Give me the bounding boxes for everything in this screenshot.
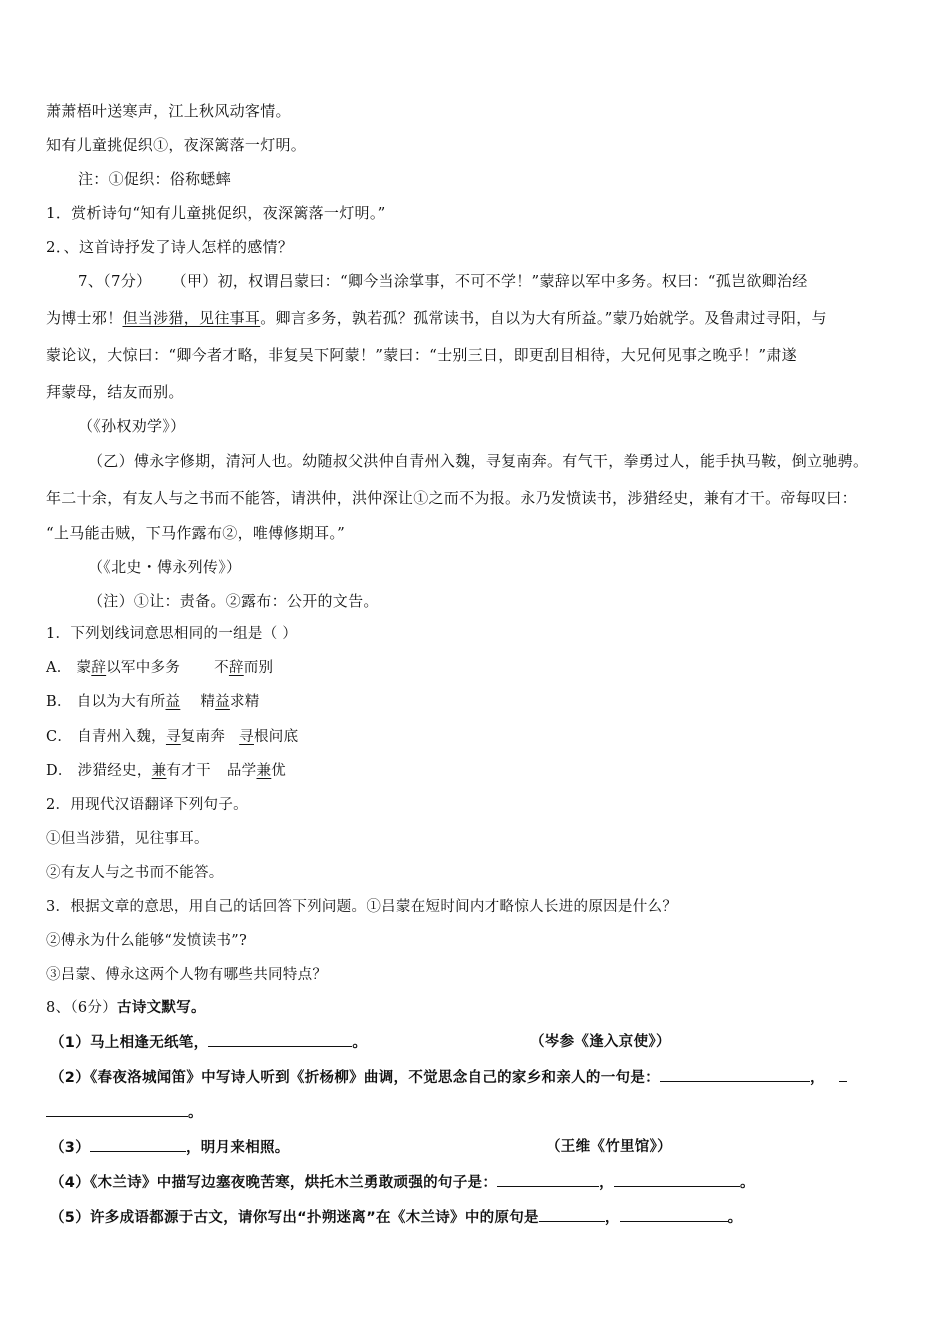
q8-item-5 [50, 1207, 920, 1228]
option-b-text: 求精 [229, 694, 260, 710]
q8-item-3-number: （3） [50, 1140, 90, 1156]
option-a-text: 以军中多务 [106, 660, 181, 676]
option-a-text: 不 [214, 660, 229, 676]
option-c-underlined-1: 寻 [165, 729, 181, 745]
option-a-text: 蒙 [76, 660, 92, 676]
option-b-label: B． [46, 694, 72, 710]
q8-item-3-source: （王维《竹里馆》） [546, 1139, 672, 1155]
q8-item-1-source: （岑参《逢入京使》） [530, 1034, 671, 1050]
q8-item-2-sep: ， [809, 1070, 825, 1086]
q7-question-3-item-2: ②傅永为什么能够“发愤读书”? [46, 933, 248, 949]
answer-blank[interactable] [90, 1137, 186, 1152]
q8-item-1-end: 。 [352, 1035, 368, 1051]
q7-yi-paragraph-line-2: 年二十余，有友人与之书而不能答，请洪仲，洪仲深让①之而不为报。永乃发愤读书，涉猎经史，兼有才干。帝每叹曰： [46, 489, 857, 507]
q8-title: 古诗文默写。 [117, 1000, 206, 1016]
q7-yi-source: （《北史・傅永列传》） [88, 558, 242, 576]
q7-jia-source: （《孙权劝学》） [78, 417, 186, 435]
option-d-underlined-1: 兼 [151, 763, 167, 779]
q7-question-2-item-2: ②有友人与之书而不能答。 [46, 865, 224, 881]
poem-question-1: 1．赏析诗句“知有儿童挑促织，夜深篱落一灯明。” [46, 204, 386, 222]
q7-question-3-item-3: ③吕蒙、傅永这两个人物有哪些共同特点？ [46, 967, 328, 983]
q7-jia-paragraph-line-2 [46, 308, 916, 328]
answer-blank[interactable] [497, 1172, 599, 1187]
q8-header: 8、（6分） [46, 1000, 118, 1016]
option-c-label: C． [46, 729, 73, 745]
q7-jia-paragraph-line-3: 蒙论议，大惊曰：“卿今者才略，非复吴下阿蒙！”蒙曰：“士别三日，即更刮目相待，大兄何见事之晚乎！”肃遂 [46, 346, 797, 364]
q8-item-4 [50, 1172, 920, 1193]
option-a-underlined-1: 辞 [91, 660, 107, 676]
q8-item-4-text: （4）《木兰诗》中描写边塞夜晚苦寒，烘托木兰勇敢顽强的句子是： [50, 1175, 498, 1191]
answer-blank[interactable] [660, 1067, 810, 1082]
answer-blank[interactable] [46, 1102, 188, 1117]
q7-jia-text-2b: 。卿言多务，孰若孤？孤常读书，自以为大有所益。”蒙乃始就学。及鲁肃过寻阳，与 [260, 309, 827, 327]
q7-question-1: 1．下列划线词意思相同的一组是（ ） [46, 626, 298, 642]
option-d-label: D． [46, 763, 73, 779]
option-d-text: 优 [271, 763, 287, 779]
option-a-underlined-2: 辞 [228, 660, 244, 676]
option-c-underlined-2: 寻 [239, 729, 254, 745]
answer-blank[interactable] [614, 1172, 740, 1187]
poem-line-1: 萧萧梧叶送寒声，江上秋风动客情。 [46, 102, 291, 120]
q8-item-2-text: （2）《春夜洛城闻笛》中写诗人听到《折杨柳》曲调，不觉思念自己的家乡和亲人的一句是： [50, 1070, 660, 1086]
option-b-text: 自以为大有所 [76, 694, 166, 710]
q8-item-2-continued [46, 1102, 916, 1123]
option-d-text: 品学 [226, 763, 257, 779]
q8-item-3 [50, 1137, 920, 1158]
option-d-text: 涉猎经史， [77, 763, 152, 779]
q8-item-5-text: （5）许多成语都源于古文，请你写出“扑朔迷离”在《木兰诗》中的原句是 [50, 1210, 539, 1226]
q7-jia-text-2a: 为博士邪！ [46, 309, 123, 327]
q7-yi-paragraph-line-1: （乙）傅永字修期，清河人也。幼随叔父洪仲自青州入魏，寻复南奔。有气干，拳勇过人，能手执马鞍，倒立驰骋。 [88, 452, 869, 470]
q7-option-a [46, 658, 916, 678]
q7-question-2: 2．用现代汉语翻译下列句子。 [46, 797, 248, 813]
answer-blank[interactable] [620, 1207, 728, 1222]
q8-item-4-end: 。 [739, 1175, 755, 1191]
q7-yi-note: （注）①让：责备。②露布：公开的文告。 [88, 592, 379, 610]
q8-item-2 [50, 1067, 920, 1088]
q7-option-b [46, 692, 916, 712]
q7-yi-paragraph-line-3: “上马能击贼，下马作露布②，唯傅修期耳。” [46, 524, 346, 542]
q8-header-line [46, 998, 916, 1018]
q8-item-5-sep: ， [604, 1210, 620, 1226]
option-d-underlined-2: 兼 [256, 763, 272, 779]
q7-question-3: 3．根据文章的意思，用自己的话回答下列问题。①吕蒙在短时间内才略惊人长进的原因是什么？ [46, 899, 678, 915]
q7-option-d [46, 761, 916, 781]
q7-jia-paragraph-line-1 [78, 271, 948, 291]
answer-blank[interactable] [839, 1067, 847, 1082]
answer-blank[interactable] [208, 1032, 352, 1047]
option-b-underlined-2: 益 [215, 694, 230, 710]
option-a-label: A． [46, 660, 72, 676]
q7-question-2-item-1: ①但当涉猎，见往事耳。 [46, 831, 209, 847]
q8-item-4-sep: ， [599, 1175, 614, 1191]
q8-item-1-text: （1）马上相逢无纸笔， [50, 1035, 209, 1051]
poem-question-2: 2．、这首诗抒发了诗人怎样的感情？ [46, 238, 294, 256]
q7-option-c [46, 727, 916, 747]
option-a-text: 而别 [243, 660, 274, 676]
poem-note: 注：①促织：俗称蟋蟀 [78, 170, 232, 188]
option-c-text: 自青州入魏， [77, 729, 166, 745]
option-c-text: 复南奔 [180, 729, 226, 745]
option-d-text: 有才干 [166, 763, 211, 779]
q8-item-2-end: 。 [188, 1105, 203, 1121]
q7-jia-paragraph-line-4: 拜蒙母，结友而别。 [46, 383, 184, 401]
answer-blank[interactable] [539, 1207, 605, 1222]
q8-item-3-text: ，明月来相照。 [186, 1140, 290, 1156]
q8-item-5-end: 。 [727, 1210, 743, 1226]
option-b-underlined-1: 益 [165, 694, 181, 710]
option-c-text: 根问底 [253, 729, 299, 745]
q7-jia-underlined-sentence: 但当涉猎，见往事耳 [122, 309, 261, 327]
q7-header: 7、（7分） [78, 272, 152, 290]
q8-item-1 [50, 1032, 920, 1053]
option-b-text: 精 [200, 694, 216, 710]
poem-line-2: 知有儿童挑促织①，夜深篱落一灯明。 [46, 136, 307, 154]
q7-jia-text-1: （甲）初，权谓吕蒙曰：“卿今当涂掌事，不可不学！”蒙辞以军中多务。权曰：“孤岂欲卿治经 [171, 272, 808, 290]
